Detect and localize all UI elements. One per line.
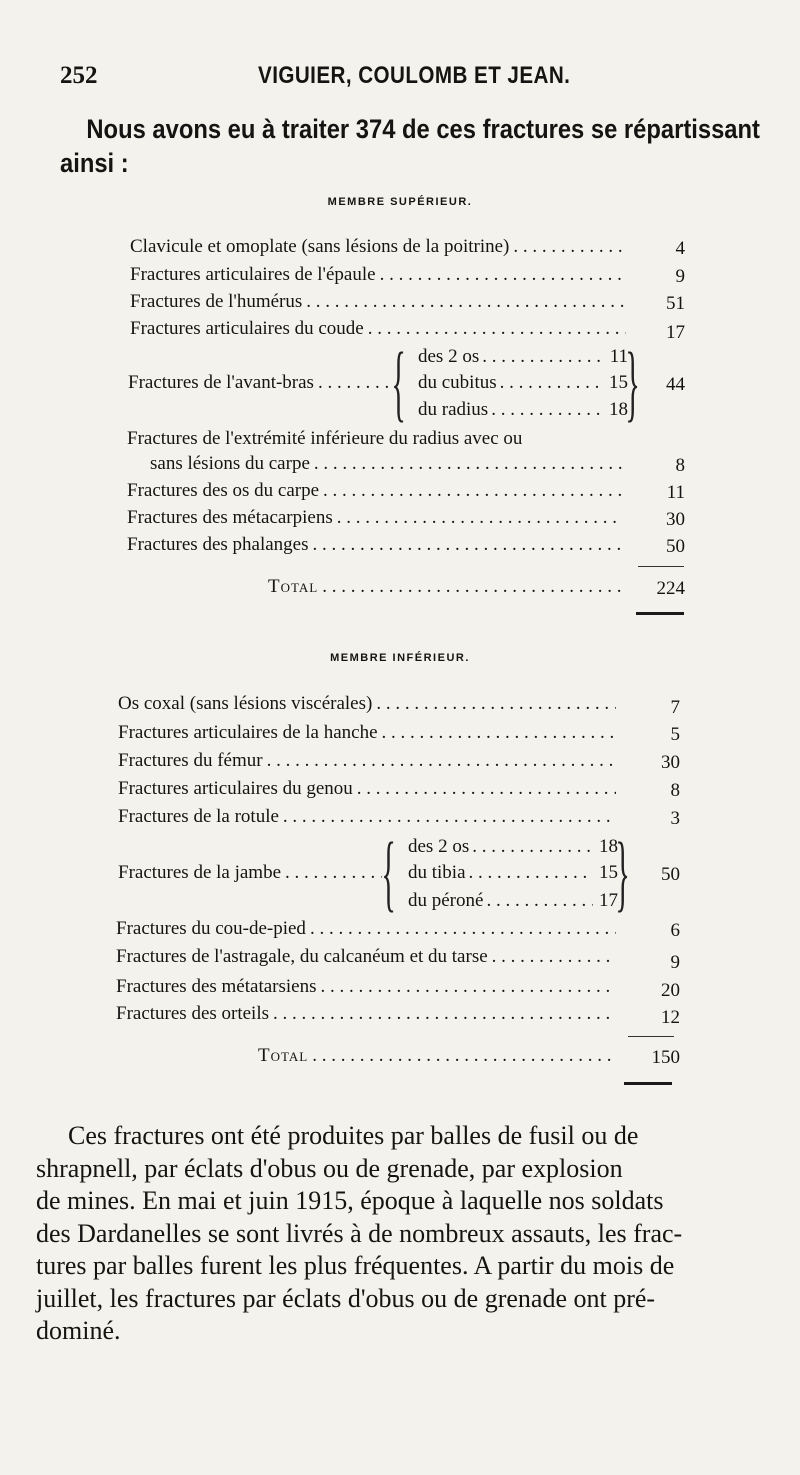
group-label: Fractures de l'avant-bras . . . [128, 372, 396, 394]
table-row: Fractures de l'astragale, du calcanéum et du tarse . . . [116, 946, 620, 968]
total-rule [624, 1082, 672, 1085]
group-label: Fractures de la jambe . . . [118, 862, 386, 884]
sub-row: du radius . . . 18 [418, 399, 628, 421]
table-row: Fractures des orteils . . . [116, 1003, 620, 1025]
total-row: Total . . . [268, 576, 630, 598]
row-value: 30 [661, 752, 680, 773]
row-value: 20 [661, 980, 680, 1001]
total-row: Total . . . [258, 1045, 620, 1067]
table-row: Fractures du cou-de-pied . . . [116, 918, 620, 940]
table-row: Fractures articulaires du genou . . . [118, 778, 620, 800]
table-row: Fractures articulaires de l'épaule . . . [130, 264, 630, 286]
page-number: 252 [60, 62, 98, 89]
section-title-upper: MEMBRE SUPÉRIEUR. [327, 196, 473, 208]
table-row: Fractures articulaires de la hanche . . . [118, 722, 620, 744]
sum-rule [628, 1036, 674, 1037]
intro-line: ainsi : [60, 148, 129, 178]
row-value: 12 [661, 1007, 680, 1028]
row-value: 4 [675, 238, 685, 259]
row-value: 50 [666, 536, 685, 557]
left-brace: { [391, 334, 406, 430]
table-row: Fractures de l'humérus . . . [130, 291, 630, 313]
table-row: Os coxal (sans lésions viscérales) . . . [118, 693, 620, 715]
right-brace: } [625, 334, 640, 430]
row-value: 8 [670, 780, 680, 801]
row-value: 51 [666, 293, 685, 314]
body-line: tures par balles furent les plus fréquentes. A partir du mois de [36, 1251, 675, 1280]
table-row: Fractures du fémur . . . [118, 750, 620, 772]
body-line: Ces fractures ont été produites par balles de fusil ou de [68, 1121, 639, 1150]
table-row: sans lésions du carpe . . . [150, 453, 628, 475]
table-row: Fractures de la rotule . . . [118, 806, 620, 828]
body-line: de mines. En mai et juin 1915, époque à laquelle nos soldats [36, 1186, 664, 1215]
body-line: des Dardanelles se sont livrés à de nombreux assauts, les frac- [36, 1218, 683, 1248]
table-row: Fractures des phalanges . . . [127, 534, 627, 556]
sum-rule [638, 566, 684, 567]
total-value: 224 [656, 578, 685, 599]
table-row: Clavicule et omoplate (sans lésions de la poitrine) . . . [130, 236, 630, 258]
row-value: 6 [670, 920, 680, 941]
body-paragraph [36, 1120, 742, 1348]
table-row: Fractures des métatarsiens . . . [116, 976, 620, 998]
body-line: dominé. [36, 1316, 121, 1345]
row-value: 9 [670, 952, 680, 973]
sub-row: du tibia . . . 15 [408, 862, 618, 884]
row-value: 7 [670, 697, 680, 718]
sub-row: des 2 os . . . 11 [418, 346, 628, 368]
row-value: 9 [675, 266, 685, 287]
intro-line: Nous avons eu à traiter 374 de ces fractures se répartissant [86, 114, 760, 144]
table-row-text: Fractures de l'extrémité inférieure du radius avec ou [127, 428, 523, 449]
total-rule [636, 612, 684, 615]
row-value: 5 [670, 724, 680, 745]
sub-row: du péroné . . . 17 [408, 890, 618, 912]
row-value: 50 [661, 864, 680, 885]
row-value: 3 [670, 808, 680, 829]
body-line: shrapnell, par éclats d'obus ou de grenade, par explosion [36, 1153, 623, 1183]
sub-row: des 2 os . . . 18 [408, 836, 618, 858]
table-row: Fractures des métacarpiens . . . [127, 507, 627, 529]
intro-paragraph [60, 112, 770, 180]
row-value: 8 [675, 455, 685, 476]
running-title: VIGUIER, COULOMB ET JEAN. [258, 62, 571, 89]
sub-row: du cubitus . . . 15 [418, 372, 628, 394]
row-value: 44 [666, 374, 685, 395]
table-row: Fractures articulaires du coude . . . [130, 318, 630, 340]
right-brace: } [615, 824, 630, 920]
row-value: 17 [666, 322, 685, 343]
row-value: 11 [666, 482, 685, 503]
page-header [60, 62, 760, 102]
row-value: 30 [666, 509, 685, 530]
table-row: Fractures des os du carpe . . . [127, 480, 627, 502]
body-line: juillet, les fractures par éclats d'obus ou de grenade ont pré- [36, 1283, 656, 1313]
section-title-lower: MEMBRE INFÉRIEUR. [330, 652, 470, 664]
left-brace: { [381, 824, 396, 920]
total-value: 150 [651, 1047, 680, 1068]
